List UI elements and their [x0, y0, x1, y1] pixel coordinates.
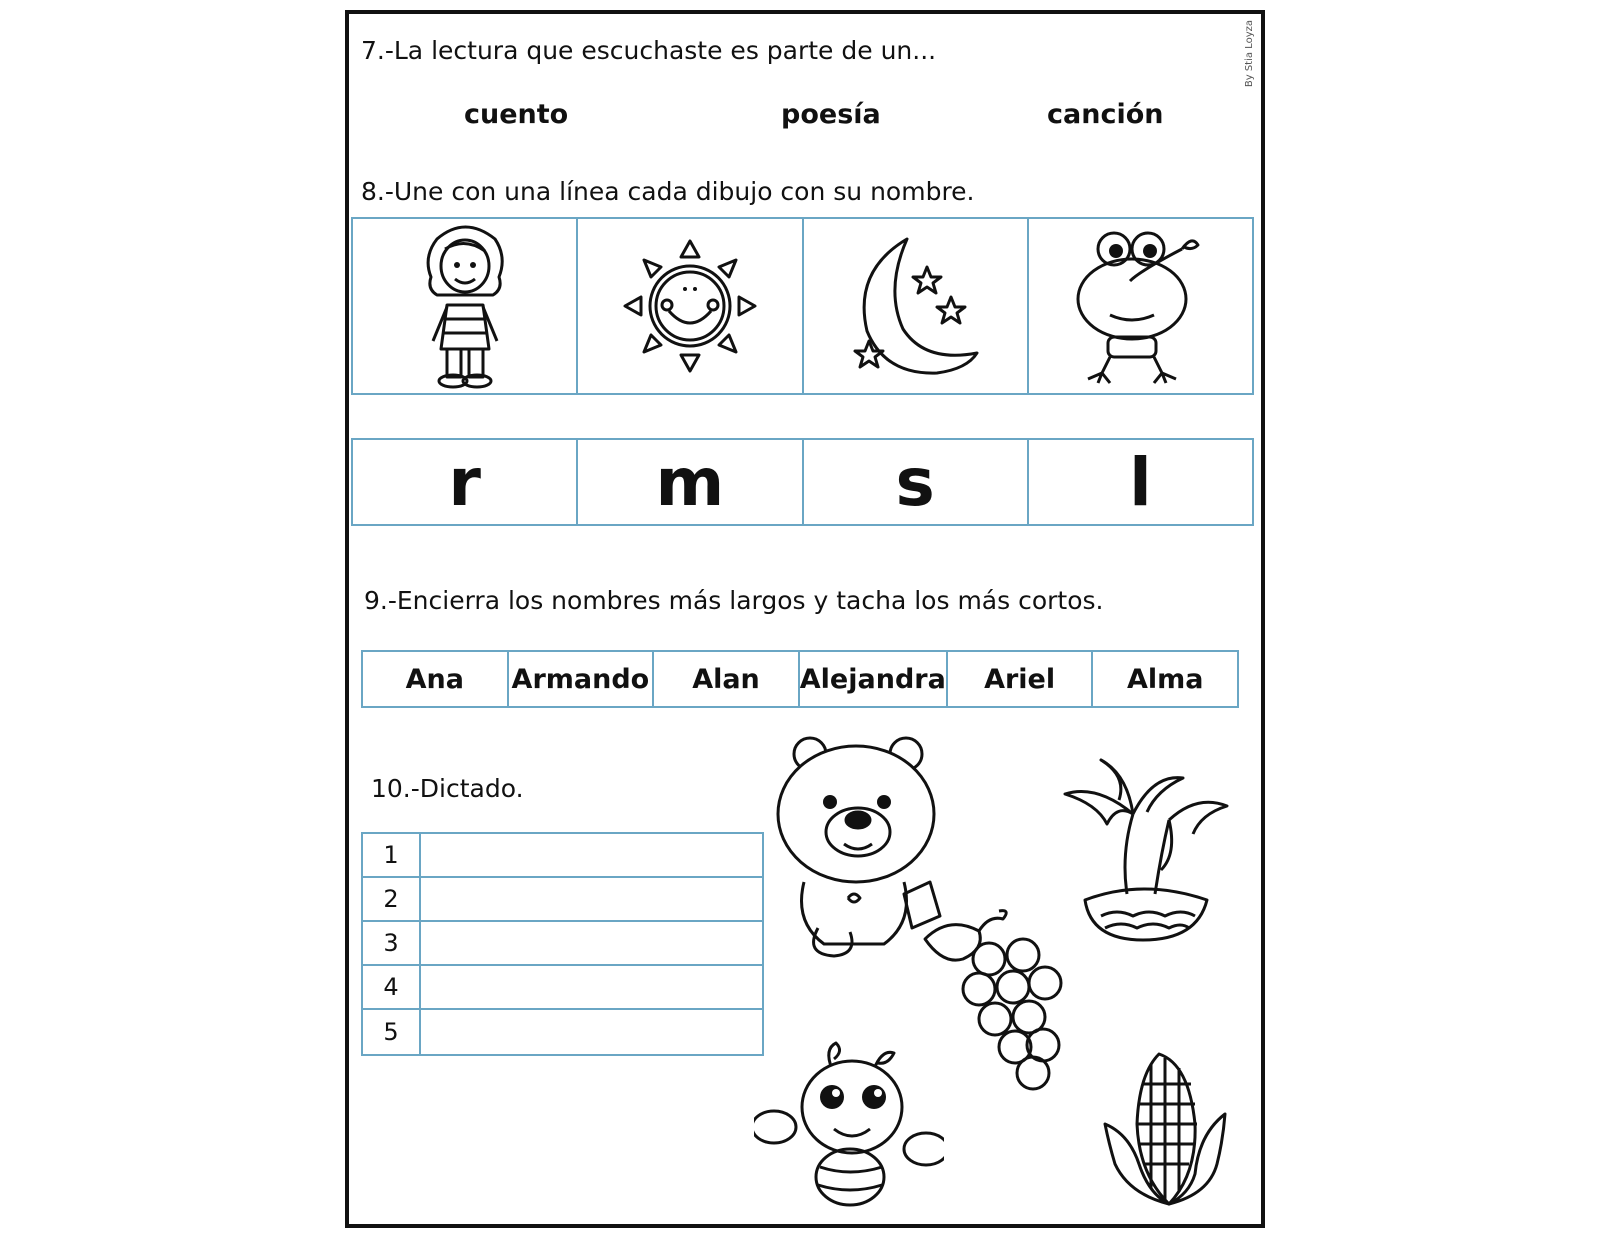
- letter-cell-1[interactable]: [353, 440, 578, 524]
- dictation-row: [363, 1010, 762, 1054]
- name-alan: Alan: [692, 663, 760, 695]
- name-alma: Alma: [1126, 663, 1204, 695]
- name-cell-5[interactable]: [948, 652, 1094, 706]
- corn-icon: [1099, 1044, 1229, 1209]
- dictation-write-line[interactable]: [421, 1010, 762, 1054]
- letter-r: r: [448, 443, 481, 521]
- pictures-row: [351, 217, 1254, 395]
- picture-cell-sun[interactable]: [578, 219, 803, 393]
- letters-row: [351, 438, 1254, 526]
- question-7-prompt: 7.-La lectura que escuchaste es parte de un...: [361, 36, 937, 65]
- option-poesia[interactable]: poesía: [781, 99, 881, 130]
- picture-cell-frog[interactable]: [1029, 219, 1252, 393]
- name-cell-3[interactable]: [654, 652, 800, 706]
- name-alejandra: Alejandra: [799, 663, 946, 695]
- picture-cell-moon[interactable]: [804, 219, 1029, 393]
- names-row: [361, 650, 1239, 708]
- name-cell-6[interactable]: [1093, 652, 1237, 706]
- letter-cell-3[interactable]: [804, 440, 1029, 524]
- dictation-write-line[interactable]: [421, 966, 762, 1008]
- dictation-row-number: 1: [363, 834, 421, 876]
- bee-icon: [754, 1039, 944, 1219]
- dictation-row-number: 2: [363, 878, 421, 920]
- dictation-row: [363, 834, 762, 878]
- dictation-write-line[interactable]: [421, 834, 762, 876]
- name-cell-2[interactable]: [509, 652, 655, 706]
- letter-m: m: [655, 443, 725, 521]
- option-cancion[interactable]: canción: [1047, 99, 1164, 130]
- dictation-row-number: 4: [363, 966, 421, 1008]
- author-watermark: By Stia Loyza: [1244, 20, 1255, 88]
- dictation-table: [361, 832, 764, 1056]
- letter-l: l: [1129, 443, 1152, 521]
- letter-cell-2[interactable]: [578, 440, 803, 524]
- sun-icon: [615, 231, 765, 381]
- letter-cell-4[interactable]: [1029, 440, 1252, 524]
- question-8-prompt: 8.-Une con una línea cada dibujo con su nombre.: [361, 177, 975, 206]
- dictation-row: [363, 966, 762, 1010]
- picture-cell-girl[interactable]: [353, 219, 578, 393]
- girl-icon: [415, 221, 515, 391]
- dictation-row: [363, 922, 762, 966]
- dictation-write-line[interactable]: [421, 878, 762, 920]
- bear-icon: [764, 732, 944, 962]
- palm-island-icon: [1057, 754, 1232, 944]
- worksheet: [345, 10, 1265, 1228]
- name-ana: Ana: [405, 663, 464, 695]
- frog-icon: [1070, 221, 1210, 391]
- name-cell-4[interactable]: [800, 652, 948, 706]
- question-10-prompt: 10.-Dictado.: [371, 774, 524, 803]
- name-ariel: Ariel: [984, 663, 1056, 695]
- letter-s: s: [895, 443, 935, 521]
- dictation-row-number: 5: [363, 1010, 421, 1054]
- name-cell-1[interactable]: [363, 652, 509, 706]
- dictation-row: [363, 878, 762, 922]
- question-9-prompt: 9.-Encierra los nombres más largos y tacha los más cortos.: [364, 586, 1104, 615]
- option-cuento[interactable]: cuento: [464, 99, 569, 130]
- moon-icon: [845, 231, 985, 381]
- dictation-row-number: 3: [363, 922, 421, 964]
- name-armando: Armando: [511, 663, 650, 695]
- dictation-write-line[interactable]: [421, 922, 762, 964]
